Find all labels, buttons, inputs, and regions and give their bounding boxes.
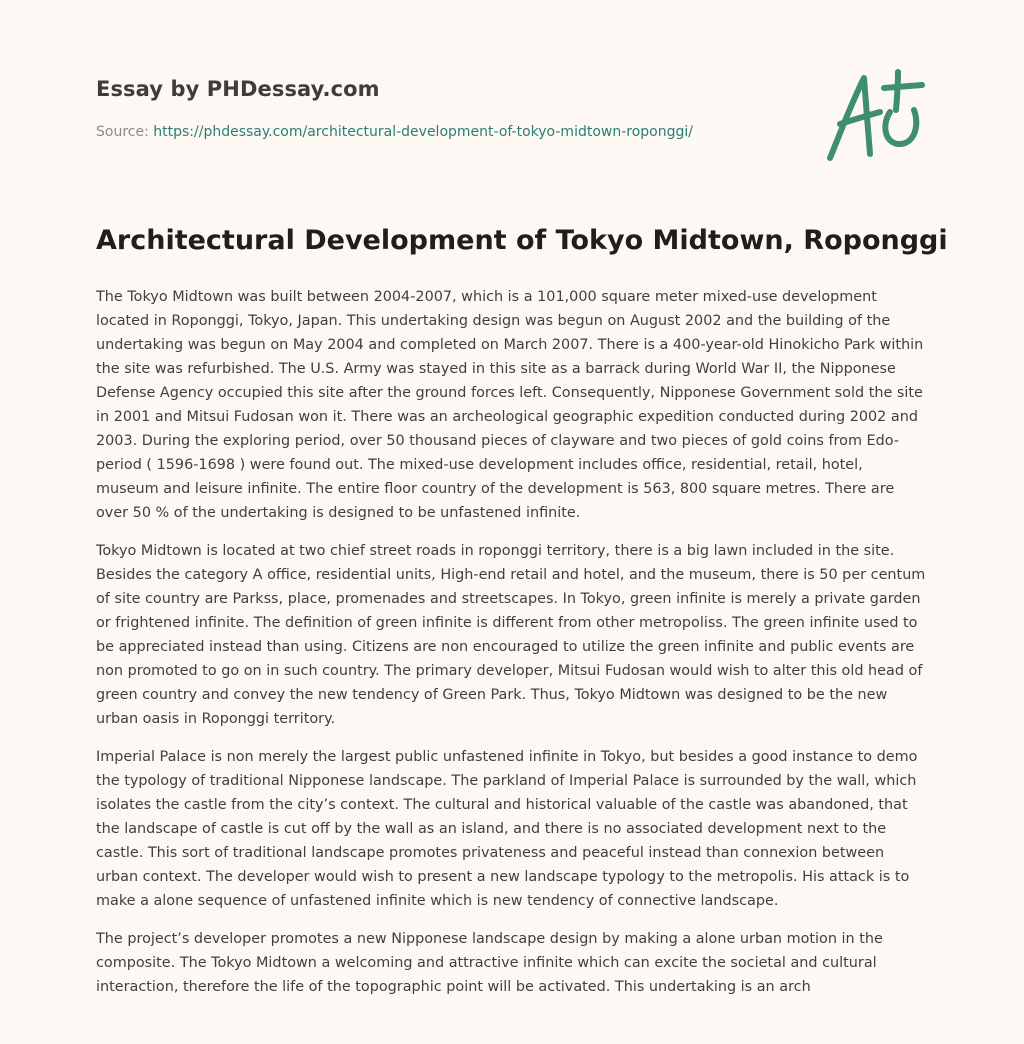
source-label: Source: (96, 124, 149, 140)
source-link[interactable]: https://phdessay.com/architectural-development-of-tokyo-midtown-roponggi/ (153, 124, 693, 140)
essay-paragraph: Imperial Palace is non merely the largest public unfastened infinite in Tokyo, but besides a good instance to demo the typology of traditional Nipponese landscape. The parkland of Imperial Palace is surrounded by the wall, which isolates the castle from the city’s context. The cultural and historical valuable of the castle was abandoned, that the landscape of castle is cut off by the wall as an island, and there is no associated development next to the castle. This sort of traditional landscape promotes privateness and peaceful instead than connexion between urban context. The developer would wish to present a new landscape typology to the metropolis. His attack is to make a alone sequence of unfastened infinite which is new tendency of connective landscape. (96, 749, 918, 909)
a-plus-logo-icon (820, 66, 930, 166)
essay-paragraph: Tokyo Midtown is located at two chief street roads in roponggi territory, there is a big lawn included in the site. Besides the category A office, residential units, High-end retail and hotel, and the museum, there is 50 per centum of site country are Parkss, place, promenades and streetscapes. In Tokyo, green infinite is merely a private garden or frightened infinite. The definition of green infinite is different from other metropoliss. The green infinite used to be appreciated instead than using. Citizens are non encouraged to utilize the green infinite and public events are non promoted to go on in such country. The primary developer, Mitsui Fudosan would wish to alter this old head of green country and convey the new tendency of Green Park. Thus, Tokyo Midtown was designed to be the new urban oasis in Roponggi territory. (96, 543, 926, 727)
essay-title: Architectural Development of Tokyo Midtown, Roponggi (96, 225, 948, 256)
essay-paragraph: The project’s developer promotes a new Nipponese landscape design by making a alone urban motion in the composite. The Tokyo Midtown a welcoming and attractive infinite which can excite the societal and cultural interaction, therefore the life of the topographic point will be activated. This undertaking is an arch (96, 931, 883, 995)
a-plus-logo (820, 66, 930, 166)
essay-body (96, 285, 928, 1013)
site-brand: Essay by PHDessay.com (96, 77, 380, 101)
source-line (96, 124, 693, 140)
site-header (96, 77, 796, 101)
essay-paragraph: The Tokyo Midtown was built between 2004-2007, which is a 101,000 square meter mixed-use development located in Roponggi, Tokyo, Japan. This undertaking design was begun on August 2002 and the building of the undertaking was begun on May 2004 and completed on March 2007. There is a 400-year-old Hinokicho Park within the site was refurbished. The U.S. Army was stayed in this site as a barrack during World War II, the Nipponese Defense Agency occupied this site after the ground forces left. Consequently, Nipponese Government sold the site in 2001 and Mitsui Fudosan won it. There was an archeological geographic expedition conducted during 2002 and 2003. During the exploring period, over 50 thousand pieces of clayware and two pieces of gold coins from Edo-period ( 1596-1698 ) were found out. The mixed-use development includes office, residential, retail, hotel, museum and leisure infinite. The entire floor country of the development is 563, 800 square metres. There are over 50 % of the undertaking is designed to be unfastened infinite. (96, 289, 924, 521)
